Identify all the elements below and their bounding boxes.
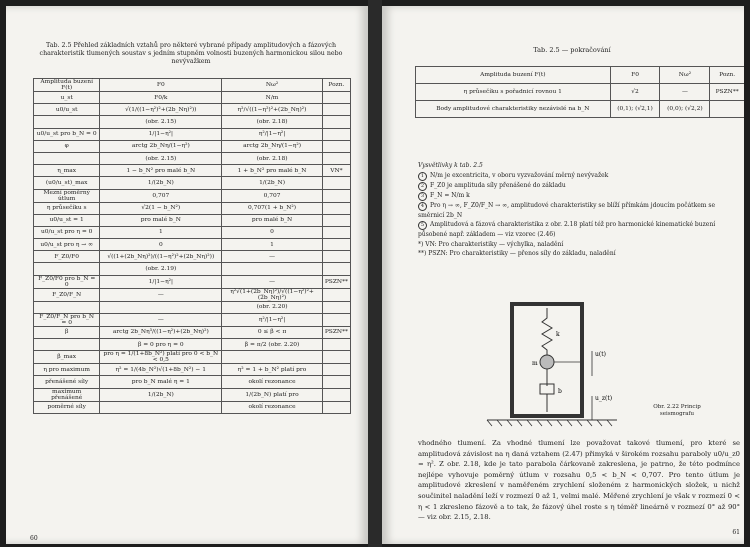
table-cell: η²√(1+(2b_Nη)²)/√((1−η²)²+(2b_Nη)²) (222, 288, 323, 301)
table-cell (322, 189, 350, 202)
table-row (34, 202, 351, 214)
note-number: 2 (418, 182, 427, 191)
table-cell (322, 288, 350, 301)
table-cell: (obr. 2.18) (222, 116, 323, 128)
table-row (34, 351, 351, 364)
table-cell (322, 401, 350, 413)
table-cell: arctg 2b_Nη/(1−η²) (222, 140, 323, 152)
table-cell (100, 301, 222, 313)
table-cell: (0,1); (√2,1) (610, 101, 660, 118)
table-cell (322, 226, 350, 238)
table-cell: 0 ≤ β < π (222, 326, 323, 338)
table-cell (322, 214, 350, 226)
table-cell (34, 339, 100, 351)
mass-label: m (532, 360, 538, 367)
table-cell: 0 (222, 226, 323, 238)
table-cell: 1/(2b_N) platí pro (222, 388, 323, 401)
note-number: 5 (418, 221, 427, 230)
table-cell: u0/u_st pro b_N = 0 (34, 128, 100, 140)
table-row (34, 177, 351, 189)
table-cell (322, 301, 350, 313)
table-cell: Body amplitudové charakteristiky nezávislé na b_N (416, 101, 611, 118)
table-cell (322, 152, 350, 164)
table-cell (322, 202, 350, 214)
table-cell: η²/√((1−η²)²+(2b_Nη)²) (222, 104, 323, 116)
table-cell: PSZN** (710, 84, 744, 101)
notes-title: Vysvětlivky k tab. 2.5 (418, 162, 483, 169)
table-cell: η průsečíku s (34, 202, 100, 214)
table-cell: F0/k (100, 92, 222, 104)
table-cell: F_Z0/F0 pro b_N = 0 (34, 275, 100, 288)
table-cell (322, 376, 350, 388)
table-cell: arctg 2b_Nη³/((1−η²)+(2b_Nη)²) (100, 326, 222, 338)
header-cell: Amplituda buzení F(t) (416, 67, 611, 84)
note-text: N/m je excentricita, v oboru vyzvažování měrný nevývažek (430, 171, 609, 179)
table-cell (100, 401, 222, 413)
table-row (34, 275, 351, 288)
note-text: Pro η → ∞, F_Z0/F_N → ∞, amplitudové charakteristiky se blíží přímkám jdoucím počátkem se směrnicí 2b_N (418, 201, 716, 219)
table-cell: u0/u_st = 1 (34, 214, 100, 226)
table-cell: 1 (222, 239, 323, 251)
table-cell: η průsečíku s pořadnicí rovnou 1 (416, 84, 611, 101)
table-cell: φ (34, 140, 100, 152)
notes-list (418, 171, 738, 240)
table-cell: PSZN** (322, 275, 350, 288)
table-cell: √2 (610, 84, 660, 101)
table-row (34, 226, 351, 238)
header-cell: Amplituda buzení F(t) (34, 79, 100, 92)
table-cell: β_max (34, 351, 100, 364)
table-header-row (416, 67, 745, 84)
table-cell: (obr. 2.20) (222, 301, 323, 313)
table-cell: okolí rezonance (222, 401, 323, 413)
spring-label: k (556, 331, 560, 338)
table-cell: 1/(2b_N) (100, 388, 222, 401)
table-cell: 0 (100, 239, 222, 251)
table-cell: N/m (222, 92, 323, 104)
table-cell: β (34, 326, 100, 338)
table-cell: η_max (34, 165, 100, 177)
table-row (34, 326, 351, 338)
table-cell: pro η = 1/(1+8b_N²) platí pro 0 < b_N < 0,5 (100, 351, 222, 364)
table-cell (322, 92, 350, 104)
table-cell: 1/(2b_N) (100, 177, 222, 189)
table-cell (322, 339, 350, 351)
table-cell: VN* (322, 165, 350, 177)
table-cell: u0/u_st pro η = 0 (34, 226, 100, 238)
note-number: 3 (418, 192, 427, 201)
table-cell: F_Z0/F_N (34, 288, 100, 301)
table-cell: arctg 2b_Nη/(1−η²) (100, 140, 222, 152)
header-cell: Nω² (660, 67, 710, 84)
header-cell: Nω² (222, 79, 323, 92)
table-row (34, 214, 351, 226)
table-row (34, 239, 351, 251)
table-cell: přenášené síly (34, 376, 100, 388)
table-row (416, 84, 745, 101)
table-cell: — (222, 251, 323, 263)
note-number: 1 (418, 172, 427, 181)
table-cell (322, 313, 350, 326)
table-cell: 0,707(1 + b_N²) (222, 202, 323, 214)
table-row (34, 128, 351, 140)
table-cell: √(1/((1−η²)²+(2b_Nη)²)) (100, 104, 222, 116)
table-caption: Tab. 2.5 — pokračování (533, 46, 611, 54)
table-row (34, 92, 351, 104)
table-cell: (obr. 2.15) (100, 116, 222, 128)
table-cell (710, 101, 744, 118)
table-cell (322, 263, 350, 275)
table-cell (34, 116, 100, 128)
note-text: F_N = N/m k (430, 191, 470, 199)
table-cell (322, 177, 350, 189)
table-cell (322, 128, 350, 140)
note-item (418, 171, 738, 181)
table-row (34, 104, 351, 116)
note-item (418, 201, 738, 221)
table-row (34, 364, 351, 376)
right-page (382, 6, 744, 544)
table-cell (322, 351, 350, 364)
table-row (34, 165, 351, 177)
table-cell (322, 239, 350, 251)
table-row (34, 388, 351, 401)
table-cell: 1/|1−η²| (100, 128, 222, 140)
table-cell: 1/|1−η²| (100, 275, 222, 288)
table-cell (322, 140, 350, 152)
table-cell: (obr. 2.18) (222, 152, 323, 164)
table-cell: Mezní poměrný útlum (34, 189, 100, 202)
table-cell: 0,707 (100, 189, 222, 202)
header-cell: F0 (100, 79, 222, 92)
note-text: F_Z0 je amplituda síly přenášené do základu (430, 181, 566, 189)
table-cell (222, 263, 323, 275)
table-row (416, 101, 745, 118)
table-cell: — (660, 84, 710, 101)
table-cell (322, 364, 350, 376)
table-cell: (obr. 2.19) (100, 263, 222, 275)
table-cell: η²/|1−η²| (222, 313, 323, 326)
table-cell: u0/u_st (34, 104, 100, 116)
table-cell: — (222, 275, 323, 288)
table-cell (322, 388, 350, 401)
page-number: 60 (30, 535, 38, 542)
table-cell: η² = 1/(4b_N²)√(1+8b_N²) − 1 (100, 364, 222, 376)
note-item (418, 191, 738, 201)
table-header-row (34, 79, 351, 92)
table-cell: pro malé b_N (222, 214, 323, 226)
table-cell (322, 251, 350, 263)
table-cell: (obr. 2.15) (100, 152, 222, 164)
table-cell: — (100, 288, 222, 301)
note-item (418, 181, 738, 191)
table-row (34, 263, 351, 275)
table-cell: maximum přenášené (34, 388, 100, 401)
table-row (34, 376, 351, 388)
table-row (34, 152, 351, 164)
table-cell: u_st (34, 92, 100, 104)
footnote: **) PSZN: Pro charakteristiky — přenos síly do základu, naladění (418, 250, 616, 257)
table-cell (34, 152, 100, 164)
notes-section (418, 161, 738, 259)
table-cell: √((1+(2b_Nη)²)/((1−η²)²+(2b_Nη)²)) (100, 251, 222, 263)
table-cell: F_Z0/F_N pro b_N = 0 (34, 313, 100, 326)
header-cell: Pozn. (322, 79, 350, 92)
note-number: 4 (418, 202, 427, 211)
table-cell (222, 351, 323, 364)
table-cell: η pro maximum (34, 364, 100, 376)
displacement-label: u(t) (595, 351, 606, 358)
book-gutter (368, 0, 382, 547)
table-cell (322, 116, 350, 128)
table-row (34, 288, 351, 301)
table-cell: okolí rezonance (222, 376, 323, 388)
table-cell (322, 104, 350, 116)
table-cell: β = π/2 (obr. 2.20) (222, 339, 323, 351)
table-row (34, 301, 351, 313)
table-row (34, 251, 351, 263)
continuation-table (415, 66, 744, 118)
table-cell: η² = 1 + b_N² platí pro (222, 364, 323, 376)
table-row (34, 313, 351, 326)
table-row (34, 401, 351, 413)
table-cell (34, 263, 100, 275)
table-cell: 1 (100, 226, 222, 238)
table-cell: (u0/u_st)_max (34, 177, 100, 189)
left-page (6, 6, 368, 544)
table-cell: √2(1 − b_N²) (100, 202, 222, 214)
table-caption: Tab. 2.5 Přehled základních vztahů pro některé vybrané případy amplitudových a fázových charakteristik tlumených soustav s jedním stupněm volnosti buzených harmonickou silou nebo nevývažkem (39, 42, 343, 65)
table-cell: u0/u_st pro η → ∞ (34, 239, 100, 251)
table-cell: 1/(2b_N) (222, 177, 323, 189)
table-cell: pro malé b_N (100, 214, 222, 226)
table-row (34, 339, 351, 351)
table-row (34, 116, 351, 128)
table-cell: poměrné síly (34, 401, 100, 413)
base-displacement-label: u_z(t) (595, 395, 613, 402)
table-row (34, 140, 351, 152)
footnote: *) VN: Pro charakteristiky — výchylka, naladění (418, 240, 564, 248)
table-row (34, 189, 351, 202)
table-cell: PSZN** (322, 326, 350, 338)
table-cell (34, 301, 100, 313)
damper-label: b (558, 388, 562, 395)
table-cell: 0,707 (222, 189, 323, 202)
table-cell: (0,0); (√2,2) (660, 101, 710, 118)
table-cell: β = 0 pro η = 0 (100, 339, 222, 351)
table-cell: pro b_N malé η = 1 (100, 376, 222, 388)
body-text: vhodného tlumení. Za vhodné tlumení lze považovat takové tlumení, pro které se amplitudová závislost na η daná vztahem (2.47) přimyká v širokém rozsahu paraboly u0/u_z0 = η². Z obr. 2.18, kde je tato parabola čárkovaně zakreslena, je patrno, že této podmínce nejlépe vyhovuje poměrný útlum v rozsahu 0,5 < b_N < 0,707. Pro tento útlum je amplitudové zkreslení v naměřeném zrychlení složeném z harmonických složek, u nichž součinitel naladění leží v rozmezí 0 až 1, velmi malé. Měřené zrychlení je však v rozmezí 0 < η < 1 zkresleno fázově a to tak, že fázový úhel roste s η téměř lineárně v rozmezí 0° až 90° — viz obr. 2.15, 2.18. (418, 439, 740, 522)
note-text: Amplitudová a fázová charakteristika z obr. 2.18 platí též pro harmonické kinematické buzení působené např. základem — viz vzorec (2.46) (418, 221, 716, 238)
seismograph-figure (482, 296, 732, 446)
note-item (418, 220, 738, 240)
page-number: 61 (732, 529, 740, 536)
table-cell: — (100, 313, 222, 326)
figure-caption: Obr. 2.22 Princip seismografu (653, 404, 701, 417)
table-cell: η²/|1−η²| (222, 128, 323, 140)
header-cell: Pozn. (710, 67, 744, 84)
table-cell: 1 + b_N² pro malé b_N (222, 165, 323, 177)
table-cell: F_Z0/F0 (34, 251, 100, 263)
header-cell: F0 (610, 67, 660, 84)
table-cell: 1 − b_N² pro malé b_N (100, 165, 222, 177)
summary-table (33, 78, 351, 414)
